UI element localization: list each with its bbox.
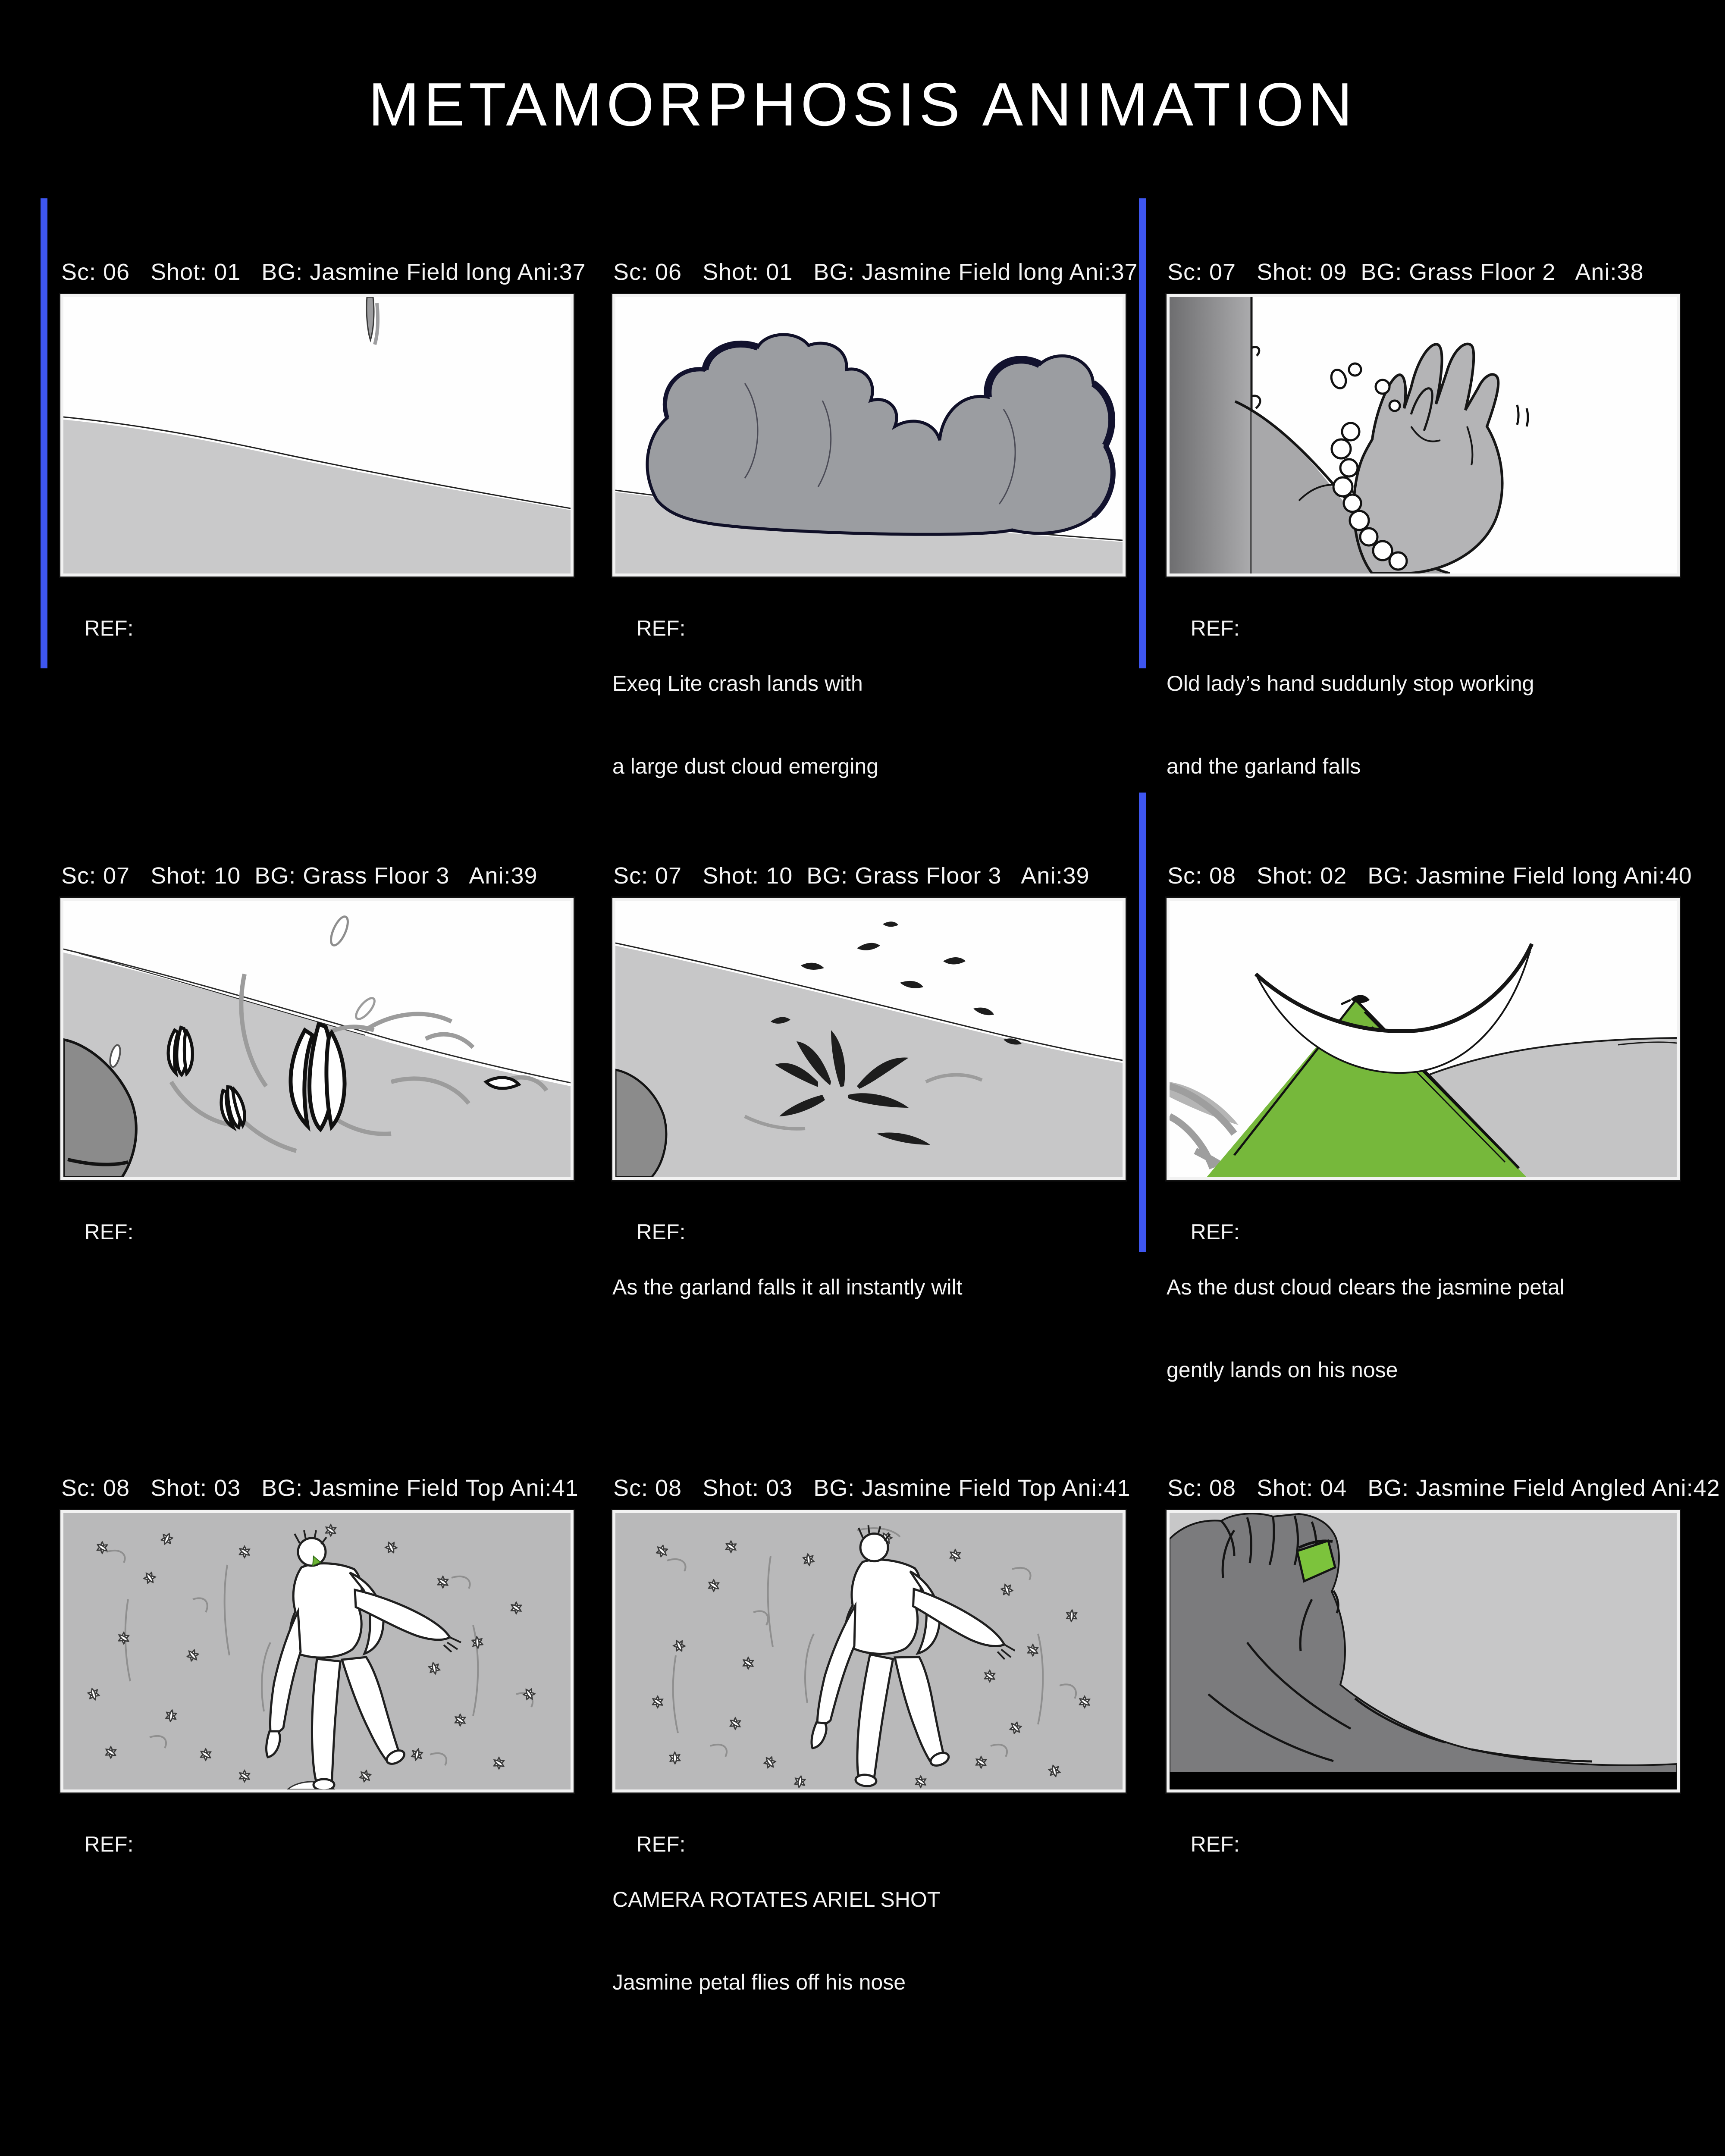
ref-line [60, 1333, 574, 1337]
ref-line: As the garland falls it all instantly wilt [612, 1275, 963, 1299]
sketch-jasmine-flowers [63, 901, 571, 1177]
storyboard-panel-9 [1167, 1475, 1720, 2005]
shot-header: Sc: 07 Shot: 10 BG: Grass Floor 3 Ani:39 [61, 863, 538, 889]
shot-header: Sc: 08 Shot: 03 BG: Jasmine Field Top Ani:41 [613, 1475, 1131, 1501]
ref-label: REF: [1190, 616, 1240, 640]
ref-block [612, 587, 1126, 835]
storyboard-frame [1167, 898, 1680, 1180]
scene-marker-bar [1139, 793, 1146, 1252]
ref-label: REF: [636, 1220, 686, 1244]
ref-line [1167, 1886, 1680, 1890]
sketch-dust-cloud-crash [615, 297, 1123, 573]
shot-header: Sc: 08 Shot: 03 BG: Jasmine Field Top Ani:41 [61, 1475, 579, 1501]
ref-line [60, 670, 574, 674]
ref-line [60, 729, 574, 733]
ref-line: gently lands on his nose [1167, 1358, 1398, 1382]
ref-block [1167, 1803, 1680, 2005]
storyboard-frame [612, 294, 1126, 577]
ref-line [1167, 1945, 1680, 1949]
ref-block [612, 1191, 1126, 1416]
ref-block [1167, 587, 1680, 835]
storyboard-frame [612, 1510, 1126, 1792]
ref-line [60, 1886, 574, 1890]
sketch-hand-dropping-garland [1170, 297, 1677, 573]
shot-header: Sc: 06 Shot: 01 BG: Jasmine Field long Ani:37 [61, 259, 586, 285]
ref-line: Old lady’s hand suddunly stop working [1167, 671, 1534, 696]
storyboard-panel-3 [1167, 259, 1680, 835]
ref-line: and the garland falls [1167, 754, 1361, 778]
storyboard-panel-7 [60, 1475, 579, 2005]
storyboard-panel-5 [612, 862, 1126, 1416]
storyboard-panel-2 [612, 259, 1138, 835]
storyboard-frame [60, 1510, 574, 1792]
ref-line: Jasmine petal flies off his nose [612, 1970, 906, 1994]
storyboard-frame [1167, 1510, 1680, 1792]
storyboard-panel-8 [612, 1475, 1131, 2051]
ref-label: REF: [84, 1220, 134, 1244]
sketch-petal-landing-on-nose [1170, 901, 1677, 1177]
page-title: METAMORPHOSIS ANIMATION [368, 70, 1357, 139]
ref-label: REF: [84, 616, 134, 640]
shot-header: Sc: 06 Shot: 01 BG: Jasmine Field long Ani:37 [613, 259, 1138, 285]
ref-line [60, 1945, 574, 1949]
scene-marker-bar [1139, 198, 1146, 668]
sketch-face-closeup-green-eye [1170, 1513, 1677, 1789]
shot-header: Sc: 07 Shot: 09 BG: Grass Floor 2 Ani:38 [1167, 259, 1644, 285]
ref-label: REF: [84, 1832, 134, 1856]
storyboard-panel-1 [60, 259, 586, 789]
ref-line: Exeq Lite crash lands with [612, 671, 863, 696]
shot-header: Sc: 08 Shot: 02 BG: Jasmine Field long Ani:40 [1167, 863, 1692, 889]
ref-line: a large dust cloud emerging [612, 754, 879, 778]
storyboard-frame [60, 294, 574, 577]
ref-label: REF: [636, 1832, 686, 1856]
ref-block [60, 1803, 574, 2005]
ref-line: As the dust cloud clears the jasmine petal [1167, 1275, 1565, 1299]
ref-block [60, 587, 574, 789]
ref-label: REF: [1190, 1832, 1240, 1856]
ref-label: REF: [1190, 1220, 1240, 1244]
shot-header: Sc: 08 Shot: 04 BG: Jasmine Field Angled Ani:42 [1167, 1475, 1720, 1501]
storyboard-frame [60, 898, 574, 1180]
ref-block [1167, 1191, 1680, 1439]
ref-block [612, 1803, 1126, 2051]
storyboard-frame [1167, 294, 1680, 577]
ref-line [60, 1273, 574, 1278]
sketch-wilted-flowers [615, 901, 1123, 1177]
sketch-boy-lying-in-field-top [63, 1513, 571, 1789]
scene-marker-bar [41, 198, 47, 668]
ref-line [612, 1356, 1126, 1360]
ref-block [60, 1191, 574, 1392]
storyboard-frame [612, 898, 1126, 1180]
sketch-falling-object-over-field [63, 297, 571, 573]
sketch-boy-lying-in-field-rotated [615, 1513, 1123, 1789]
storyboard-panel-6 [1167, 862, 1692, 1439]
storyboard-panel-4 [60, 862, 574, 1392]
shot-header: Sc: 07 Shot: 10 BG: Grass Floor 3 Ani:39 [613, 863, 1090, 889]
ref-line: CAMERA ROTATES ARIEL SHOT [612, 1887, 941, 1912]
ref-label: REF: [636, 616, 686, 640]
